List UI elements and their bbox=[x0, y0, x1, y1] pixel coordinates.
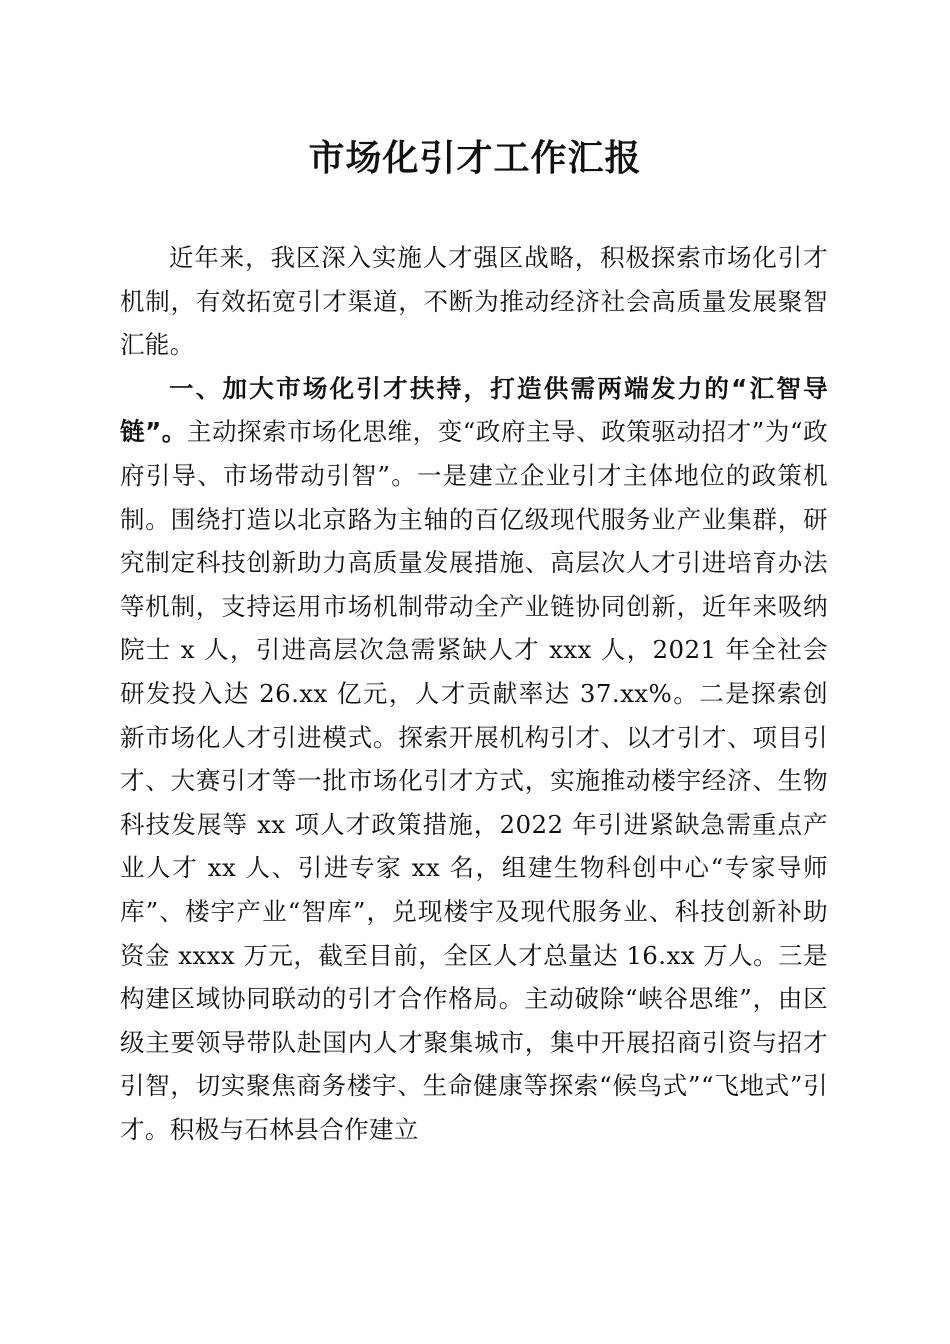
section-1-heading: 一、加大市场化引才扶持，打造供需两端发力的“汇智导链”。 bbox=[120, 373, 828, 447]
document-title: 市场化引才工作汇报 bbox=[308, 137, 642, 179]
intro-paragraph: 近年来，我区深入实施人才强区战略，积极探索市场化引才机制，有效拓宽引才渠道，不断为推动经济社会高质量发展聚智汇能。 bbox=[120, 243, 828, 360]
section-1-body: 主动探索市场化思维，变“政府主导、政策驱动招才”为“政府引导、市场带动引智”。一是建立企业引才主体地位的政策机制。围绕打造以北京路为主轴的百亿级现代服务业产业集群，研究制定科技创新助力高质量发展措施、高层次人才引进培育办法等机制，支持运用市场机制带动全产业链协同创新，近年来吸纳院士 x 人，引进高层次急需紧缺人才 xxx 人，2021 年全社会研发投入达 26.xx 亿元，人才贡献率达 37.xx%。二是探索创新市场化人才引进模式。探索开展机构引才、以才引才、项目引才、大赛引才等一批市场化引才方式，实施推动楼宇经济、生物科技发展等 xx 项人才政策措施，2022 年引进紧缺急需重点产业人才 xx 人、引进专家 xx 名，组建生物科创中心“专家导师库”、楼宇产业“智库”，兑现楼宇及现代服务业、科技创新补助资金 xxxx 万元，截至目前，全区人才总量达 16.xx 万人。三是构建区域协同联动的引才合作格局。主动破除“峡谷思维”，由区级主要领导带队赴国内人才聚集城市，集中开展招商引资与招才引智，切实聚焦商务楼宇、生命健康等探索“候鸟式”“飞地式”引才。积极与石林县合作建立 bbox=[120, 417, 828, 1144]
document-body bbox=[120, 236, 828, 1151]
section-1-paragraph bbox=[120, 367, 828, 1152]
